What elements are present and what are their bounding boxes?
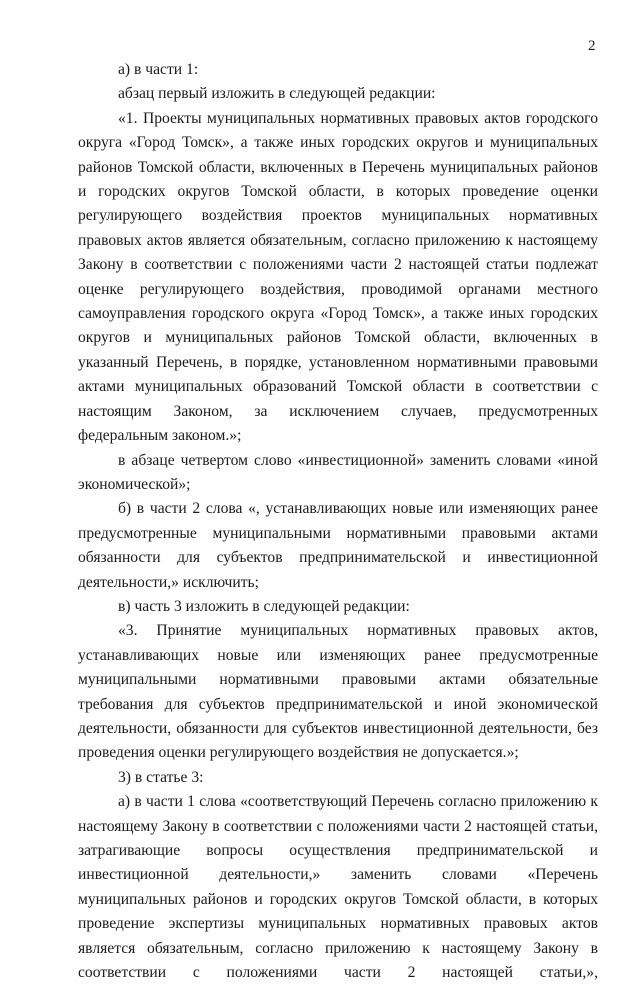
document-body (78, 58, 598, 985)
paragraph-first-abzac: абзац первый изложить в следующей редакции: (118, 85, 436, 103)
paragraph-part3: в) часть 3 изложить в следующей редакции: (118, 597, 410, 615)
paragraph-part2: б) в части 2 слова «, устанавливающих новые или изменяющих ранее предусмотренные муниципальными нормативными правовыми актами обязанности для субъектов предпринимательской и инвестиционной деятельности,» исключить; (78, 500, 598, 591)
paragraph-part1: а) в части 1: (118, 61, 199, 78)
paragraph-article3: 3) в статье 3: (118, 768, 204, 786)
paragraph-fourth-abzac: в абзаце четвертом слово «инвестиционной» заменить словами «иной экономической»; (78, 451, 598, 493)
paragraph-quote-3: «3. Принятие муниципальных нормативных правовых актов, устанавливающих новые или изменяющих ранее предусмотренные муниципальными нормативными правовыми актами обязательные требования для субъектов предпринимательской и иной экономической деятельности, обязанности для субъектов инвестиционной деятельности, без проведения оценки регулирующего воздействия не допускается.»; (78, 622, 598, 762)
page-number: 2 (588, 38, 596, 54)
paragraph-article3-part1: а) в части 1 слова «соответствующий Перечень согласно приложению к настоящему Закону в соответствии с положениями части 2 настоящей статьи, затрагивающие вопросы осуществления предпринимательской и инвестиционной деятельности,» заменить словами «Перечень муниципальных районов и городских округов Томской области, в которых проведение экспертизы муниципальных нормативных правовых актов является обязательным, согласно приложению к настоящему Закону в соответствии с положениями части 2 настоящей статьи,», (78, 793, 598, 982)
paragraph-quote-1: «1. Проекты муниципальных нормативных правовых актов городского округа «Город Томск», а также иных городских округов и муниципальных районов Томской области, включенных в Перечень муниципальных районов и городских округов Томской области, в которых проведение оценки регулирующего воздействия проектов муниципальных нормативных правовых актов является обязательным, согласно приложению к настоящему Закону в соответствии с положениями части 2 настоящей статьи подлежат оценке регулирующего воздействия, проводимой органами местного самоуправления городского округа «Город Томск», а также иных городских округов и муниципальных районов Томской области, включенных в указанный Перечень, в порядке, установленном нормативными правовыми актами муниципальных образований Томской области в соответствии с настоящим Законом, за исключением случаев, предусмотренных федеральным законом.»; (78, 109, 598, 445)
